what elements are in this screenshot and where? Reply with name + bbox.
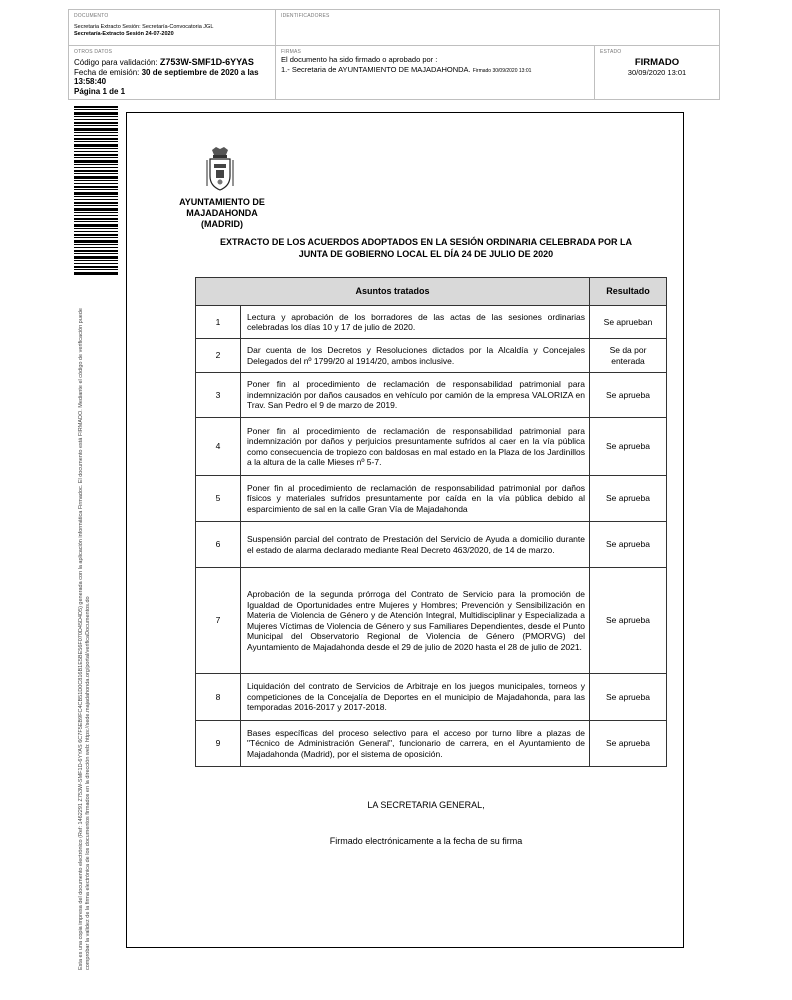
table-row: [196, 721, 667, 767]
col-asuntos-header: Asuntos tratados: [196, 278, 590, 306]
row-number: 5: [196, 476, 241, 522]
row-text: Lectura y aprobación de los borradores de las actas de las sesiones ordinarias celebradas los días 10 y 17 de julio de 2020.: [241, 306, 590, 339]
org-line1: AYUNTAMIENTO DE: [179, 197, 265, 207]
col-resultado-header: Resultado: [590, 278, 667, 306]
row-text: Aprobación de la segunda prórroga del Contrato de Servicio para la promoción de Igualdad de Oportunidades entre Mujeres y Hombres; Prevención y Sensibilización en Materia de Violencia de Género y de Atención Integral, Multidisciplinar y Especializada a Mujeres Víctimas de Violencia de Género y sus Familiares Dependientes, desde el Punto Municipal del Observatorio Regional de Violencia de Género (PMORVG) del Ayuntamiento de Majadahonda desde el 29 de julio de 2020 hasta el 28 de julio de 2021.: [241, 568, 590, 674]
side-verification-note: [78, 300, 92, 970]
row-number: 2: [196, 339, 241, 373]
table-row: [196, 373, 667, 418]
row-number: 6: [196, 522, 241, 568]
fecha-label: Fecha de emisión:: [74, 67, 140, 77]
side-note-text: Esta es una copia impresa del documento electrónico (Ref: 1462291 Z753W-SMF1D-6YYAS 6C7F5EB9FC4CB51D0C816B1E5BE56F070D45D4D5) generada con la aplicación informática Firmadoc. El documento está FIRMADO. Mediante el código de verificación puede comprobar la validez de la firma electrónica de los documentos firmados en la dirección web: https://sede.majadahonda.org/portal/verificaDocumentos.do: [78, 308, 91, 970]
coat-of-arms-icon: [204, 146, 236, 192]
row-text: Poner fin al procedimiento de reclamación de responsabilidad patrimonial para indemnización por daños causados en vehículo por camión de la empresa VALORIZA en Trav. San Pedro el 9 de marzo de 2019.: [241, 373, 590, 418]
firmas-line1: El documento ha sido firmado o aprobado por :: [281, 55, 438, 64]
estado-value: FIRMADO: [634, 57, 680, 68]
fecha-emision: [74, 68, 270, 87]
documento-cell: [69, 10, 276, 46]
row-text: Poner fin al procedimiento de reclamación de responsabilidad patrimonial para indemnización por daños y perjuicios presuntamente sufridos al caer en la vía pública como consecuencia de tropiezo con baldosas en mal estado en la Plaza de los Jardinillos a la altura de la calle Mieses nº 5-7.: [241, 418, 590, 476]
table-header-row: [196, 278, 667, 306]
codigo-validacion: [74, 58, 270, 68]
document-header: [68, 9, 720, 100]
row-result: Se aprueba: [590, 373, 667, 418]
firmado-date: Firmado 30/09/2020 13:01: [472, 67, 532, 74]
row-result: Se aprueba: [590, 476, 667, 522]
documento-caption: DOCUMENTO: [74, 13, 109, 19]
document-title: [186, 236, 666, 260]
row-number: 1: [196, 306, 241, 339]
table-row: [196, 522, 667, 568]
firmas-line2: [281, 65, 589, 77]
title-line1: EXTRACTO DE LOS ACUERDOS ADOPTADOS EN LA SESIÓN ORDINARIA CELEBRADA POR LA: [219, 237, 633, 247]
table-row: [196, 568, 667, 674]
estado-cell: [595, 46, 719, 99]
row-number: 7: [196, 568, 241, 674]
org-line3: (MADRID): [201, 219, 243, 229]
documento-line2: Secretaría-Extracto Sesión 24-07-2020: [74, 31, 174, 37]
codigo-label: Código para validación:: [74, 58, 158, 67]
row-text: Suspensión parcial del contrato de Prestación del Servicio de Ayuda a domicilio durante el estado de alarma declarado mediante Real Decreto 463/2020, de 14 de marzo.: [241, 522, 590, 568]
row-result: Se da por enterada: [590, 339, 667, 373]
row-result: Se aprueba: [590, 568, 667, 674]
estado-date: 30/09/2020 13:01: [627, 68, 687, 77]
table-row: [196, 306, 667, 339]
row-text: Liquidación del contrato de Servicios de Arbitraje en los juegos municipales, torneos y competiciones de la Concejalía de Deportes en el municipio de Majadahonda, para las temporadas 2016-2017 y 2017-2018.: [241, 674, 590, 721]
signature-note: Firmado electrónicamente a la fecha de su firma: [329, 836, 523, 846]
organization-name: [170, 197, 274, 230]
barcode-image: [74, 106, 118, 276]
pagina: Página 1 de 1: [74, 86, 126, 96]
agenda-table: [195, 277, 667, 767]
row-result: Se aprueba: [590, 674, 667, 721]
row-text: Poner fin al procedimiento de reclamación de responsabilidad patrimonial por daños físicos y materiales sufridos presuntamente por caída en la vía pública debido al esparcimiento de sal en la calle Gran Vía de Majadahonda: [241, 476, 590, 522]
row-number: 3: [196, 373, 241, 418]
signature-title: LA SECRETARIA GENERAL,: [367, 800, 485, 810]
table-row: [196, 339, 667, 373]
codigo-value: Z753W-SMF1D-6YYAS: [159, 57, 254, 67]
firmas-caption: FIRMAS: [281, 49, 302, 55]
row-number: 8: [196, 674, 241, 721]
table-row: [196, 674, 667, 721]
row-result: Se aprueba: [590, 418, 667, 476]
fecha-value: 30 de septiembre de 2020 a las 13:58:40: [74, 67, 259, 86]
otros-caption: OTROS DATOS: [74, 49, 113, 55]
firmas-cell: [276, 46, 595, 99]
identificadores-caption: IDENTIFICADORES: [281, 13, 330, 19]
row-number: 9: [196, 721, 241, 767]
row-number: 4: [196, 418, 241, 476]
row-text: Dar cuenta de los Decretos y Resoluciones dictados por la Alcaldía y Concejales Delegados del nº 1799/20 al 1914/20, ambos inclusive.: [241, 339, 590, 373]
firmante: 1.- Secretaria de AYUNTAMIENTO DE MAJADAHONDA.: [281, 64, 471, 74]
row-result: Se aprueban: [590, 306, 667, 339]
row-result: Se aprueba: [590, 522, 667, 568]
title-line2: JUNTA DE GOBIERNO LOCAL EL DÍA 24 DE JULIO DE 2020: [298, 249, 554, 259]
estado-caption: ESTADO: [600, 49, 622, 55]
table-row: [196, 476, 667, 522]
row-text: Bases específicas del proceso selectivo para el acceso por turno libre a plazas de "Técnico de Administración General", funcionario de carrera, en el Ayuntamiento de Majadahonda (Madrid), por el sistema de oposición.: [241, 721, 590, 767]
org-line2: MAJADAHONDA: [186, 208, 258, 218]
row-result: Se aprueba: [590, 721, 667, 767]
otros-datos-cell: [69, 46, 276, 99]
table-row: [196, 418, 667, 476]
identificadores-cell: [276, 10, 719, 46]
documento-line1: Secretaria Extracto Sesión: Secretaría-Convocatoria JGL: [74, 24, 214, 30]
